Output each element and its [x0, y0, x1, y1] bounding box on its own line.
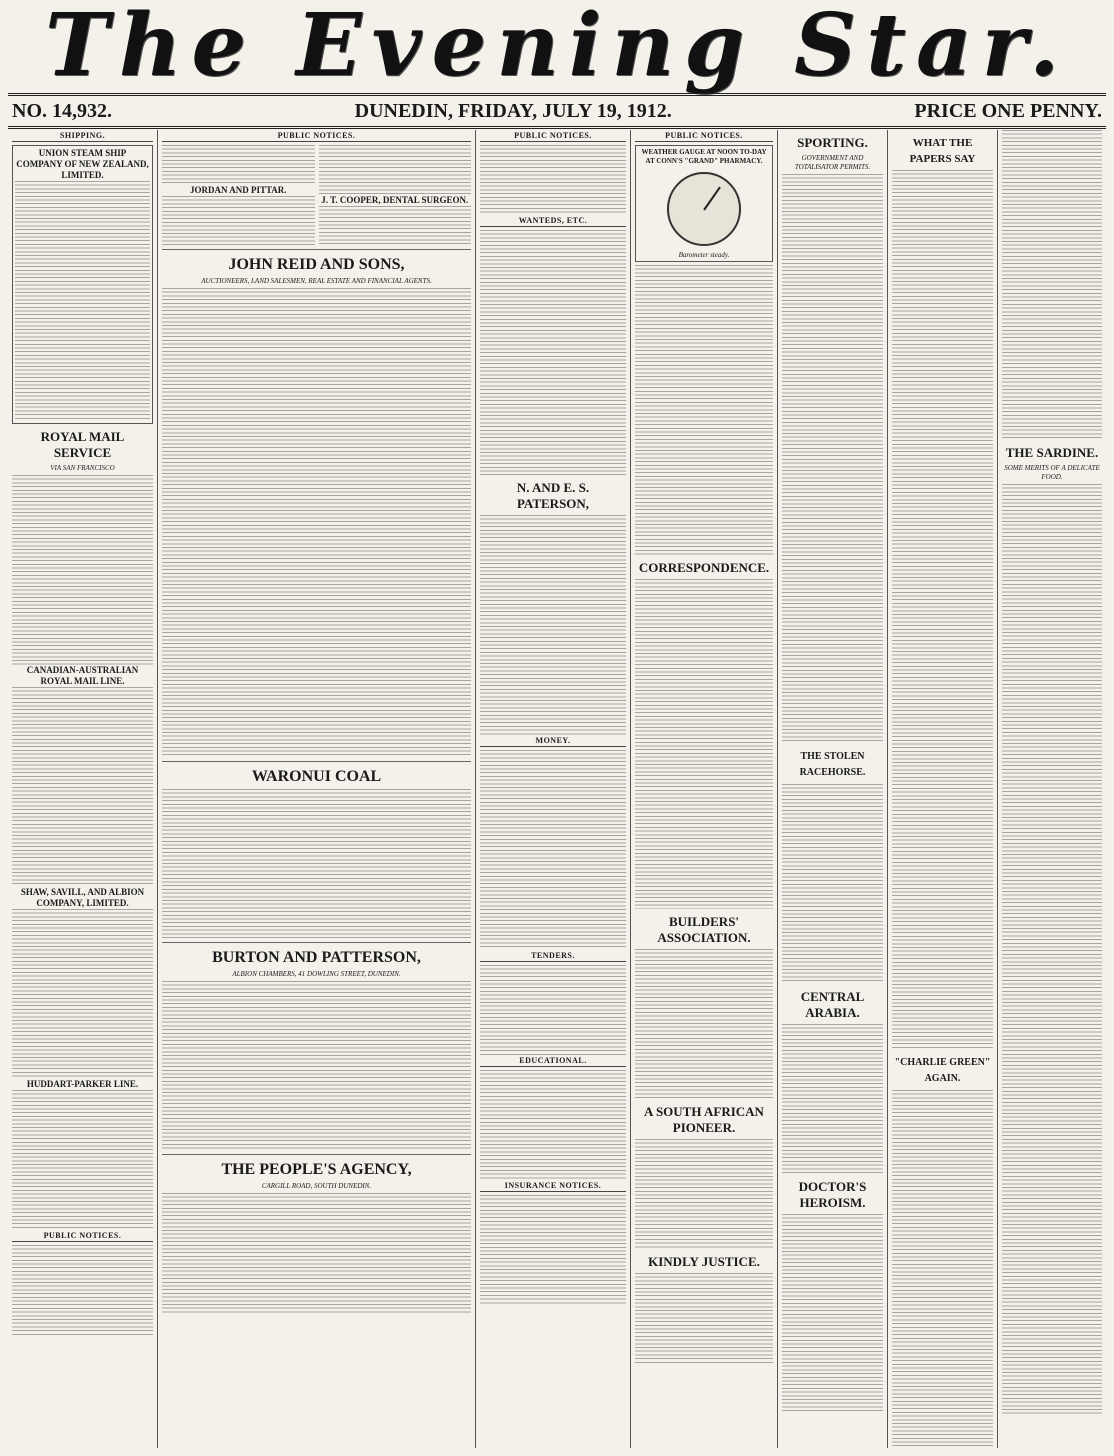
column-shipping	[8, 130, 158, 1448]
page-columns	[8, 130, 1106, 1448]
section-heading: A SOUTH AFRICAN PIONEER.	[644, 1104, 764, 1136]
column-heading: PUBLIC NOTICES.	[12, 1230, 153, 1242]
ad-block	[12, 145, 153, 424]
text-block	[782, 1024, 883, 1174]
text-block	[15, 181, 150, 421]
text-block	[480, 145, 626, 215]
weather-ad	[635, 145, 773, 262]
text-block	[635, 579, 773, 909]
price: PRICE ONE PENNY.	[914, 99, 1102, 122]
ad-title: WEATHER GAUGE AT NOON TO-DAY AT CONN'S "GRAND" PHARMACY.	[641, 148, 767, 165]
section-heading: WHAT THE PAPERS SAY	[909, 137, 976, 165]
text-block	[1002, 484, 1102, 1414]
text-block	[892, 1090, 993, 1448]
text-block	[12, 687, 153, 887]
column-heading: PUBLIC NOTICES.	[635, 130, 773, 142]
dateline-bar	[8, 93, 1106, 129]
column-sardine	[998, 130, 1106, 1448]
text-block	[12, 1245, 153, 1335]
text-block	[12, 475, 153, 665]
text-block	[480, 1070, 626, 1180]
column-public-notices-b	[476, 130, 631, 1448]
section-subheading: ALBION CHAMBERS, 41 DOWLING STREET, DUNEDIN.	[232, 970, 401, 978]
text-block	[892, 170, 993, 1050]
section-subheading: CARGILL ROAD, SOUTH DUNEDIN.	[261, 1182, 372, 1190]
section-heading: "CHARLIE GREEN" AGAIN.	[894, 1057, 991, 1084]
newspaper-title: The Evening Star.	[44, 0, 1070, 96]
column-heading: PUBLIC NOTICES.	[162, 130, 471, 142]
section-heading: CENTRAL ARABIA.	[800, 989, 865, 1020]
column-papers-say	[888, 130, 998, 1448]
column-heading: EDUCATIONAL.	[480, 1055, 626, 1067]
ad-title: UNION STEAM SHIP COMPANY OF NEW ZEALAND, LIMITED.	[16, 148, 149, 180]
text-block	[635, 949, 773, 1099]
section-subheading: SOME MERITS OF A DELICATE FOOD.	[1004, 464, 1100, 481]
section-subheading: GOVERNMENT AND TOTALISATOR PERMITS.	[794, 154, 871, 171]
column-public-notices-a	[158, 130, 476, 1448]
section-heading: KINDLY JUSTICE.	[648, 1254, 760, 1270]
barometer-caption: Barometer steady.	[678, 251, 730, 259]
text-block	[162, 1193, 471, 1313]
section-subheading: AUCTIONEERS, LAND SALESMEN, REAL ESTATE AND FINANCIAL AGENTS.	[201, 277, 432, 285]
section-heading: SPORTING.	[797, 135, 868, 150]
text-block	[635, 1139, 773, 1249]
section-heading: JOHN REID AND SONS,	[228, 256, 405, 273]
column-heading: TENDERS.	[480, 950, 626, 962]
column-heading: SHIPPING.	[12, 130, 153, 142]
section-heading: BURTON AND PATTERSON,	[212, 949, 421, 966]
section-heading: N. AND E. S. PATERSON,	[516, 480, 590, 511]
section-heading: BUILDERS' ASSOCIATION.	[657, 914, 751, 946]
column-heading: INSURANCE NOTICES.	[480, 1180, 626, 1192]
text-block	[480, 1195, 626, 1305]
text-block	[162, 145, 315, 185]
text-block	[1002, 130, 1102, 440]
text-block	[782, 1214, 883, 1414]
section-heading: THE STOLEN RACEHORSE.	[799, 751, 866, 778]
text-block	[12, 909, 153, 1079]
text-block	[480, 230, 626, 475]
column-heading: WANTEDS, ETC.	[480, 215, 626, 227]
column-heading: MONEY.	[480, 735, 626, 747]
ad-title: J. T. COOPER, DENTAL SURGEON.	[321, 195, 469, 205]
text-block	[319, 145, 472, 195]
text-block	[162, 981, 471, 1151]
section-heading: WARONUI COAL	[251, 768, 382, 785]
text-block	[162, 196, 315, 246]
text-block	[480, 515, 626, 735]
section-heading: THE SARDINE.	[1005, 445, 1099, 460]
text-block	[782, 174, 883, 744]
text-block	[480, 965, 626, 1055]
ad-title: CANADIAN-AUSTRALIAN ROYAL MAIL LINE.	[26, 665, 139, 686]
text-block	[635, 265, 773, 555]
text-block	[782, 784, 883, 984]
column-heading: PUBLIC NOTICES.	[480, 130, 626, 142]
ad-title: SHAW, SAVILL, AND ALBION COMPANY, LIMITED.	[20, 887, 145, 908]
ad-title: HUDDART-PARKER LINE.	[26, 1079, 139, 1089]
masthead	[0, 0, 1114, 96]
text-block	[480, 750, 626, 950]
place-date: DUNEDIN, FRIDAY, JULY 19, 1912.	[354, 99, 672, 122]
text-block	[12, 1090, 153, 1230]
barometer-dial	[667, 172, 741, 246]
text-block	[319, 206, 472, 246]
text-block	[162, 789, 471, 939]
ad-title: JORDAN AND PITTAR.	[189, 185, 287, 195]
text-block	[635, 1273, 773, 1363]
section-heading: CORRESPONDENCE.	[638, 560, 770, 576]
column-sporting	[778, 130, 888, 1448]
text-block	[162, 288, 471, 758]
column-public-notices-c	[631, 130, 778, 1448]
section-heading: DOCTOR'S HEROISM.	[798, 1179, 867, 1210]
section-subheading: VIA SAN FRANCISCO	[50, 464, 115, 472]
section-heading: THE PEOPLE'S AGENCY,	[221, 1161, 412, 1178]
issue-number: NO. 14,932.	[12, 99, 112, 122]
section-heading: ROYAL MAIL SERVICE	[40, 429, 125, 460]
